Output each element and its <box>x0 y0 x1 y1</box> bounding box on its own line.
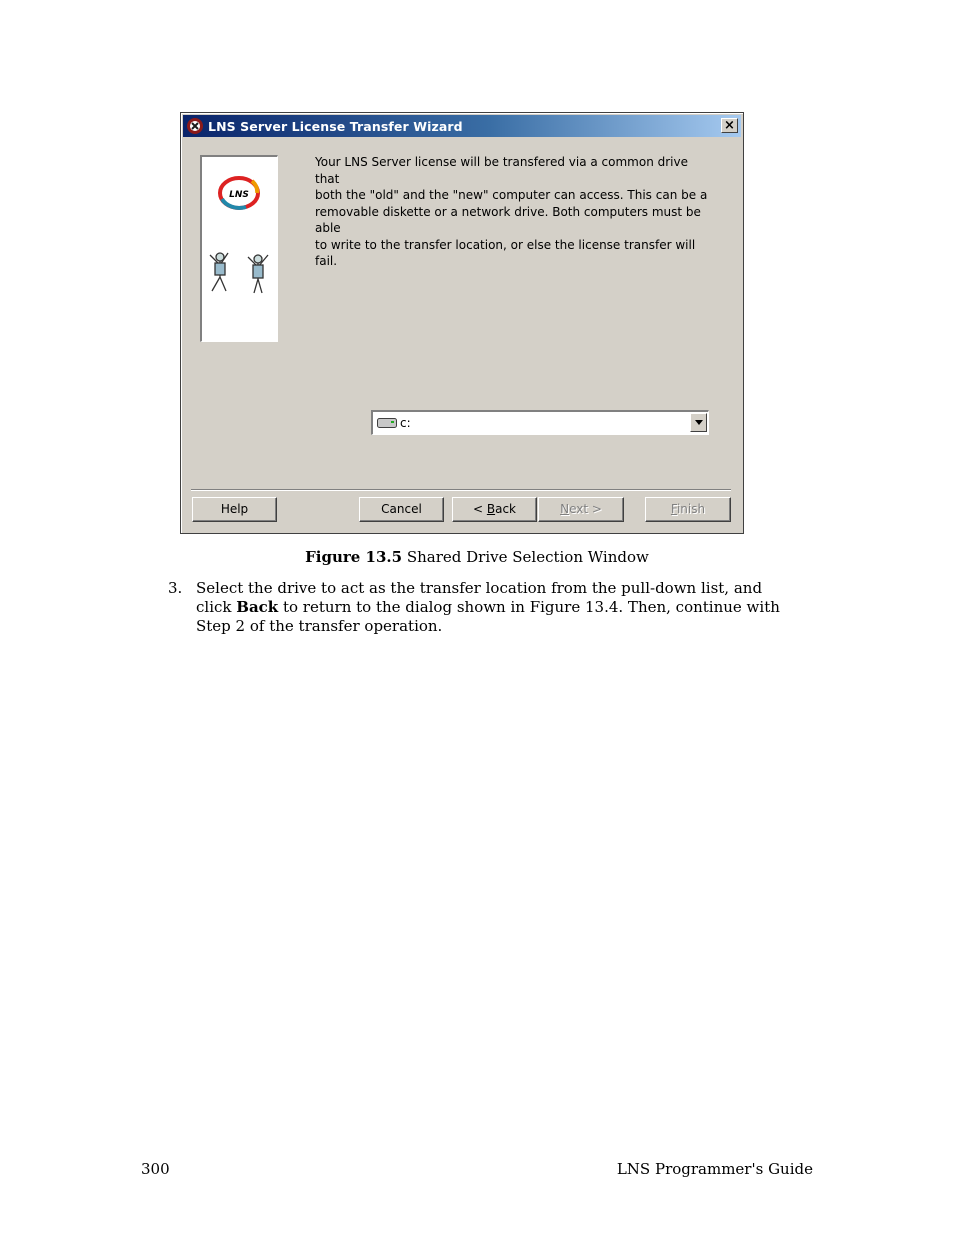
button-separator <box>191 489 731 491</box>
figure-caption <box>0 548 954 566</box>
chevron-down-icon <box>695 420 703 425</box>
logo-text: LNS <box>229 190 249 200</box>
page-number: 300 <box>141 1160 170 1178</box>
cancel-button[interactable]: Cancel <box>359 497 444 522</box>
wizard-side-panel <box>200 155 278 342</box>
close-button[interactable]: × <box>721 118 738 133</box>
next-label-rest: ext > <box>569 502 602 516</box>
drive-value: c: <box>400 416 411 430</box>
back-access-key: B <box>486 502 496 516</box>
step-bold-back: Back <box>236 598 279 616</box>
instruction-text: Your LNS Server license will be transfered via a common drive that both the "old" and the "new" computer can access. This can be a removable diskette or a network drive. Both computers must be able to write to the transfer location, or else the license transfer will fail. <box>315 155 708 268</box>
next-access-key: N <box>560 502 570 516</box>
step-text <box>196 579 796 636</box>
back-prefix: < <box>472 502 487 516</box>
figure-title: Shared Drive Selection Window <box>402 548 649 566</box>
help-button[interactable]: Help <box>192 497 277 522</box>
back-label-rest: ack <box>495 502 516 516</box>
dropdown-arrow-button[interactable] <box>690 413 707 432</box>
dancing-figures-icon <box>206 247 276 307</box>
lns-logo-icon <box>216 173 262 213</box>
drive-dropdown[interactable] <box>371 410 709 435</box>
finish-label-rest: inish <box>676 502 706 516</box>
back-button[interactable] <box>452 497 537 522</box>
wizard-app-icon <box>186 117 204 135</box>
figure-label: Figure 13.5 <box>305 548 403 566</box>
dialog-title: LNS Server License Transfer Wizard <box>208 118 463 134</box>
title-bar <box>183 115 741 137</box>
next-button <box>538 497 624 522</box>
drive-icon <box>377 418 397 428</box>
step-number: 3. <box>168 579 183 597</box>
license-transfer-dialog <box>180 112 744 534</box>
step-text-before: Select the drive to act as the transfer location from the pull-down list, and click <box>196 579 763 616</box>
finish-button <box>645 497 731 522</box>
finish-access-key: F <box>670 502 677 516</box>
step-text-after: to return to the dialog shown in Figure 13.4. Then, continue with Step 2 of the transfer operation. <box>196 598 780 635</box>
footer-title: LNS Programmer's Guide <box>616 1160 813 1178</box>
